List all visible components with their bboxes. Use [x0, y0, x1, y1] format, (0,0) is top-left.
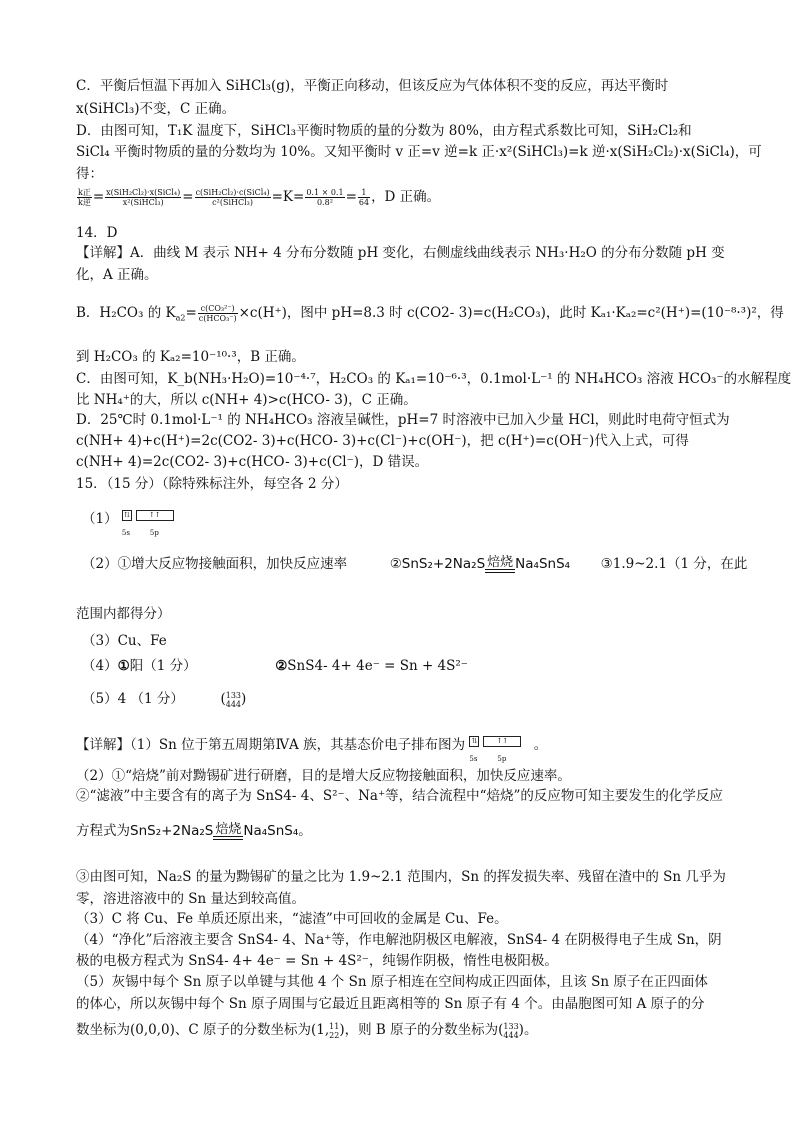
text-line: （2）①“焙烧”前对黝锡矿进行研磨，目的是增大反应物接触面积，加快反应速率。: [76, 768, 571, 784]
answer-4: （4）①阳（1 分） ②SnS4- 4+ 4e⁻ = Sn + 4S²⁻: [82, 658, 468, 674]
valence-orbital-diagram-detail: [469, 735, 529, 763]
text-line: D．由图可知，T₁K 温度下，SiHCl₃平衡时物质的量的分数为 80%，由方程式系数比可知，SiH₂Cl₂和: [76, 123, 692, 139]
answer-2: （2）①增大反应物接触面积，加快反应速率 ②SnS₂+2Na₂S 焙烧 Na₄SnS₄ ③1.9~2.1（1 分，在此: [82, 555, 748, 572]
text-line: 到 H₂CO₃ 的 Kₐ₂=10⁻¹⁰·³，B 正确。: [76, 349, 305, 365]
text-line: c(NH+ 4)=2c(CO2- 3)+c(HCO- 3)+c(Cl⁻)，D 错误。: [76, 454, 429, 470]
text-line: C．由图可知，K_b(NH₃·H₂O)=10⁻⁴·⁷，H₂CO₃ 的 Kₐ₁=10⁻⁶·³，0.1mol·L⁻¹ 的 NH₄HCO₃ 溶液 HCO₃⁻的水解程度: [76, 371, 792, 387]
ka2-fraction: $\frac{\text{c(CO₃²⁻)}}{\text{c(HCO₃⁻)}}$: [198, 304, 237, 323]
orbital-5p-label: 5p: [149, 528, 159, 537]
answer-1: （1） ⇅ ↑↑ 5s 5p: [82, 508, 182, 531]
concentration-fraction: $\frac{\text{c(SiH₂Cl₂)·c(SiCl₄)}}{\text{c²(SiHCl₃)}}$: [195, 188, 270, 207]
text-line: 比 NH₄⁺的大，所以 c(NH+ 4)>c(HCO- 3)，C 正确。: [76, 392, 417, 408]
text-line: 得：: [76, 166, 103, 182]
text-line: ②“滤液”中主要含有的离子为 SnS4- 4、S²⁻、Na⁺等，结合流程中“焙烧”的反应物可知主要发生的化学反应: [76, 788, 723, 804]
mole-fraction-fraction: $\frac{\text{x(SiH₂Cl₂)·x(SiCl₄)}}{\text{x²(SiHCl₃)}}$: [106, 188, 181, 207]
text-line: c(NH+ 4)+c(H⁺)=2c(CO2- 3)+c(HCO- 3)+c(Cl⁻)+c(OH⁻)，把 c(H⁺)=c(OH⁻)代入上式，可得: [76, 433, 689, 449]
text-line: SiCl₄ 平衡时物质的量的分数均为 10%。又知平衡时 v 正=v 逆=k 正·x²(SiHCl₃)=k 逆·x(SiH₂Cl₂)·x(SiCl₄)，可: [76, 144, 762, 160]
detail-reaction-line: 方程式为SnS₂+2Na₂S 焙烧 Na₄SnS₄。: [76, 822, 312, 839]
reaction-condition-arrow: 焙烧: [485, 556, 515, 573]
reaction-condition-arrow: 焙烧: [213, 823, 243, 840]
text-line: ③由图可知，Na₂S 的量为黝锡矿的量之比为 1.9~2.1 范围内，Sn 的挥发损失率、残留在渣中的 Sn 几乎为: [76, 869, 726, 885]
text-line: 【详解】A．曲线 M 表示 NH+ 4 分布分数随 pH 变化，右侧虚线曲线表示 NH₃·H₂O 的分布分数随 pH 变: [76, 245, 725, 261]
equilibrium-formula: $\frac{\text{k正}}{\text{k逆}}$ = $\frac{\text{x(SiH₂Cl₂)·x(SiCl₄)}}{\text{x²(SiHCl₃)}}$ = $\frac{\text{c(SiH₂Cl₂)·c(SiCl₄)}}{\text{c²(SiHCl₃)}}$ =K= $\frac{0.1 \times 0.1}{\text{0.8²}}$ = $\frac{1}{64}$ ，D 正确。: [78, 188, 441, 207]
answer-5: （5）4 （1 分） ( 1 4 3 4 3 4 ): [82, 690, 247, 709]
detail-1: 【详解】（1）Sn 位于第五周期第ⅣA 族，其基态价电子排布图为 ⇅ ↑↑ 5s 5p 。: [76, 734, 547, 757]
text-line: 的体心，所以灰锡中每个 Sn 原子周围与它最近且距离相等的 Sn 原子有 4 个。由晶胞图可知 A 原子的分: [76, 996, 705, 1012]
text-line: B．H₂CO₃ 的 $K_{a2}=$ $\frac{\text{c(CO₃²⁻)}}{\text{c(HCO₃⁻)}}$ ×c(H⁺)，图中 pH=8.3 时 c(CO2- 3)=c(H₂CO₃)，此时 Kₐ₁·Kₐ₂=c²(H⁺)=(10⁻⁸·³)²，得: [76, 304, 784, 323]
orbital-5p-box: ↑↑: [483, 736, 521, 747]
orbital-5p-label: 5p: [497, 754, 507, 763]
orbital-5s-box: ⇅: [469, 736, 479, 747]
question-header: 15．（15 分）（除特殊标注外，每空各 2 分）: [76, 476, 348, 492]
rate-constant-fraction: $\frac{\text{k正}}{\text{k逆}}$: [78, 188, 91, 207]
orbital-5s-box: ⇅: [122, 510, 132, 521]
text-line: 数坐标为(0,0,0)、C 原子的分数坐标为(1, 1 2 1 2 )，则 B 原子的分数坐标为( 1 4 3 4 3 4 )。: [76, 1021, 538, 1040]
answer-3: （3）Cu、Fe: [82, 633, 167, 649]
text-line: 极的电极方程式为 SnS4- 4+ 4e⁻ = Sn + 4S²⁻，纯锡作阴极，惰性电极阳极。: [76, 953, 558, 969]
text-line: D．25℃时 0.1mol·L⁻¹ 的 NH₄HCO₃ 溶液呈碱性，pH=7 时溶液中已加入少量 HCl，则此时电荷守恒式为: [76, 412, 730, 428]
result-fraction: $\frac{1}{64}$: [358, 188, 370, 207]
text-line: C．平衡后恒温下再加入 SiHCl₃(g)，平衡正向移动，但该反应为气体体积不变的反应，再达平衡时: [76, 78, 669, 94]
value-fraction: $\frac{0.1 \times 0.1}{\text{0.8²}}$: [306, 188, 344, 207]
text-line: x(SiHCl₃)不变，C 正确。: [76, 101, 236, 117]
text-line: （5）灰锡中每个 Sn 原子以单键与其他 4 个 Sn 原子相连在空间构成正四面体，且该 Sn 原子在正四面体: [76, 974, 708, 990]
b-coordinate-fraction: 1 4: [225, 690, 231, 709]
text-line: 范围内都得分）: [76, 606, 171, 622]
text-line: （3）C 将 Cu、Fe 单质还原出来，“滤渣”中可回收的金属是 Cu、Fe。: [76, 911, 508, 927]
text-line: 化，A 正确。: [76, 267, 158, 283]
orbital-5s-label: 5s: [469, 754, 478, 763]
c-coordinate-fraction: 1 2: [329, 1021, 335, 1040]
question-number: 14．D: [76, 225, 118, 241]
orbital-5s-label: 5s: [121, 528, 130, 537]
text-line: 零，溶进溶液中的 Sn 量达到较高值。: [76, 891, 306, 907]
b-coordinate-fraction: 1 4: [503, 1021, 509, 1040]
text-line: （4）“净化”后溶液主要含 SnS4- 4、Na⁺等，作电解池阴极区电解液，SnS4- 4 在阴极得电子生成 Sn，阴: [76, 932, 722, 948]
orbital-5p-box: ↑↑: [136, 510, 174, 521]
